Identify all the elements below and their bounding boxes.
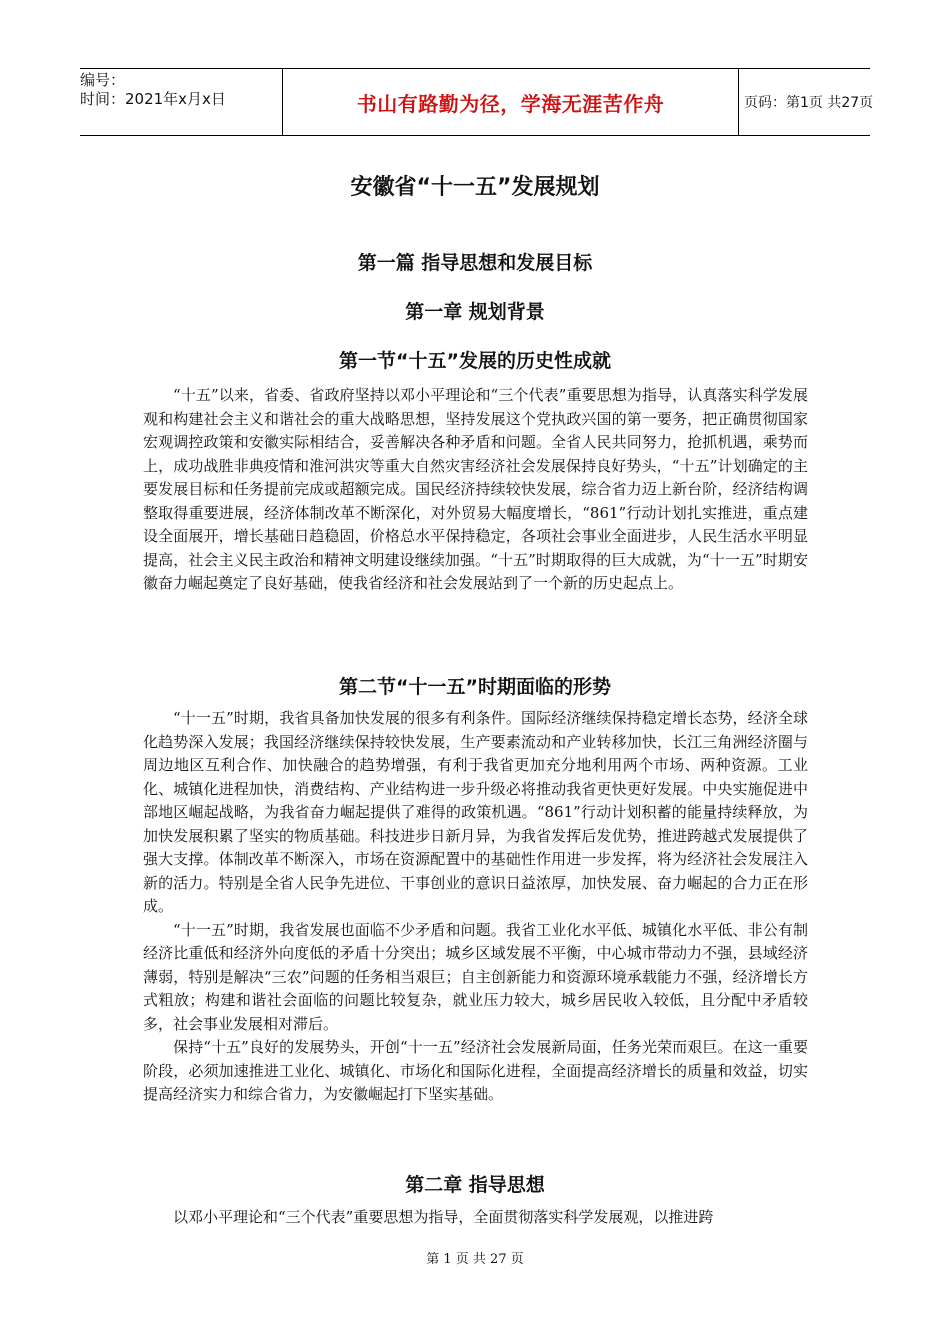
header-motto-cell <box>282 69 739 135</box>
section1-body <box>143 384 808 596</box>
page-footer: 第 1 页 共 27 页 <box>426 1252 524 1267</box>
paragraph: “十一五”时期，我省具备加快发展的很多有利条件。国际经济继续保持稳定增长态势，经济全球化趋势深入发展；我国经济继续保持较快发展，生产要素流动和产业转移加快，长江三角洲经济圈与周边地区互利合作、加快融合的趋势增强，有利于我省更加充分地利用两个市场、两种资源。工业化、城镇化进程加快，消费结构、产业结构进一步升级必将推动我省更快更好发展。中央实施促进中部地区崛起战略，为我省奋力崛起提供了难得的政策机遇。“861”行动计划积蓄的能量持续释放，为加快发展积累了坚实的物质基础。科技进步日新月异，为我省发挥后发优势，推进跨越式发展提供了强大支撑。体制改革不断深入，市场在资源配置中的基础性作用进一步发挥，将为经济社会发展注入新的活力。特别是全省人民争先进位、干事创业的意识日益浓厚，加快发展、奋力崛起的合力正在形成。 <box>143 709 808 915</box>
chapter1-title: 第一章 规划背景 <box>405 301 545 323</box>
paragraph: 保持“十五”良好的发展势头，开创“十一五”经济社会发展新局面，任务光荣而艰巨。在这一重要阶段，必须加速推进工业化、城镇化、市场化和国际化进程，全面提高经济增长的质量和效益，切实提高经济实力和综合省力，为安徽崛起打下坚实基础。 <box>143 1038 808 1103</box>
section2-body <box>143 707 808 1107</box>
paragraph: “十五”以来，省委、省政府坚持以邓小平理论和“三个代表”重要思想为指导，认真落实科学发展观和构建社会主义和谐社会的重大战略思想，坚持发展这个党执政兴国的第一要务，把正确贯彻国家宏观调控政策和安徽实际相结合，妥善解决各种矛盾和问题。全省人民共同努力，抢抓机遇，乘势而上，成功战胜非典疫情和淮河洪灾等重大自然灾害经济社会发展保持良好势头，“十五”计划确定的主要发展目标和任务提前完成或超额完成。国民经济持续较快发展，综合省力迈上新台阶，经济结构调整取得重要进展，经济体制改革不断深化，对外贸易大幅度增长，“861”行动计划扎实推进，重点建设全面展开，增长基础日趋稳固，价格总水平保持稳定，各项社会事业全面进步，人民生活水平明显提高，社会主义民主政治和精神文明建设继续加强。“十五”时期取得的巨大成就，为“十一五”时期安徽奋力崛起奠定了良好基础，使我省经济和社会发展站到了一个新的历史起点上。 <box>143 386 808 592</box>
chapter2-body <box>143 1206 808 1230</box>
page-header <box>80 68 874 136</box>
header-meta <box>80 69 282 137</box>
section1-title: 第一节“十五”发展的历史性成就 <box>339 350 611 372</box>
section2-title: 第二节“十一五”时期面临的形势 <box>339 676 611 698</box>
motto-text: 书山有路勤为径，学海无涯苦作舟 <box>356 91 665 116</box>
document-title: 安徽省“十一五”发展规划 <box>350 175 600 200</box>
chapter2-title: 第二章 指导思想 <box>405 1174 545 1196</box>
time-label: 时间：2021年x月x日 <box>80 90 226 108</box>
paragraph: 以邓小平理论和“三个代表”重要思想为指导，全面贯彻落实科学发展观，以推进跨 <box>173 1208 714 1226</box>
number-label: 编号： <box>80 71 126 89</box>
part-title: 第一篇 指导思想和发展目标 <box>357 252 593 274</box>
paragraph: “十一五”时期，我省发展也面临不少矛盾和问题。我省工业化水平低、城镇化水平低、非公有制经济比重低和经济外向度低的矛盾十分突出；城乡区域发展不平衡，中心城市带动力不强，县域经济薄弱，特别是解决“三农”问题的任务相当艰巨；自主创新能力和资源环境承载能力不强，经济增长方式粗放；构建和谐社会面临的问题比较复杂，就业压力较大，城乡居民收入较低，且分配中矛盾较多，社会事业发展相对滞后。 <box>143 920 808 1033</box>
page-info: 页码：第1页 共27页 <box>744 95 874 111</box>
